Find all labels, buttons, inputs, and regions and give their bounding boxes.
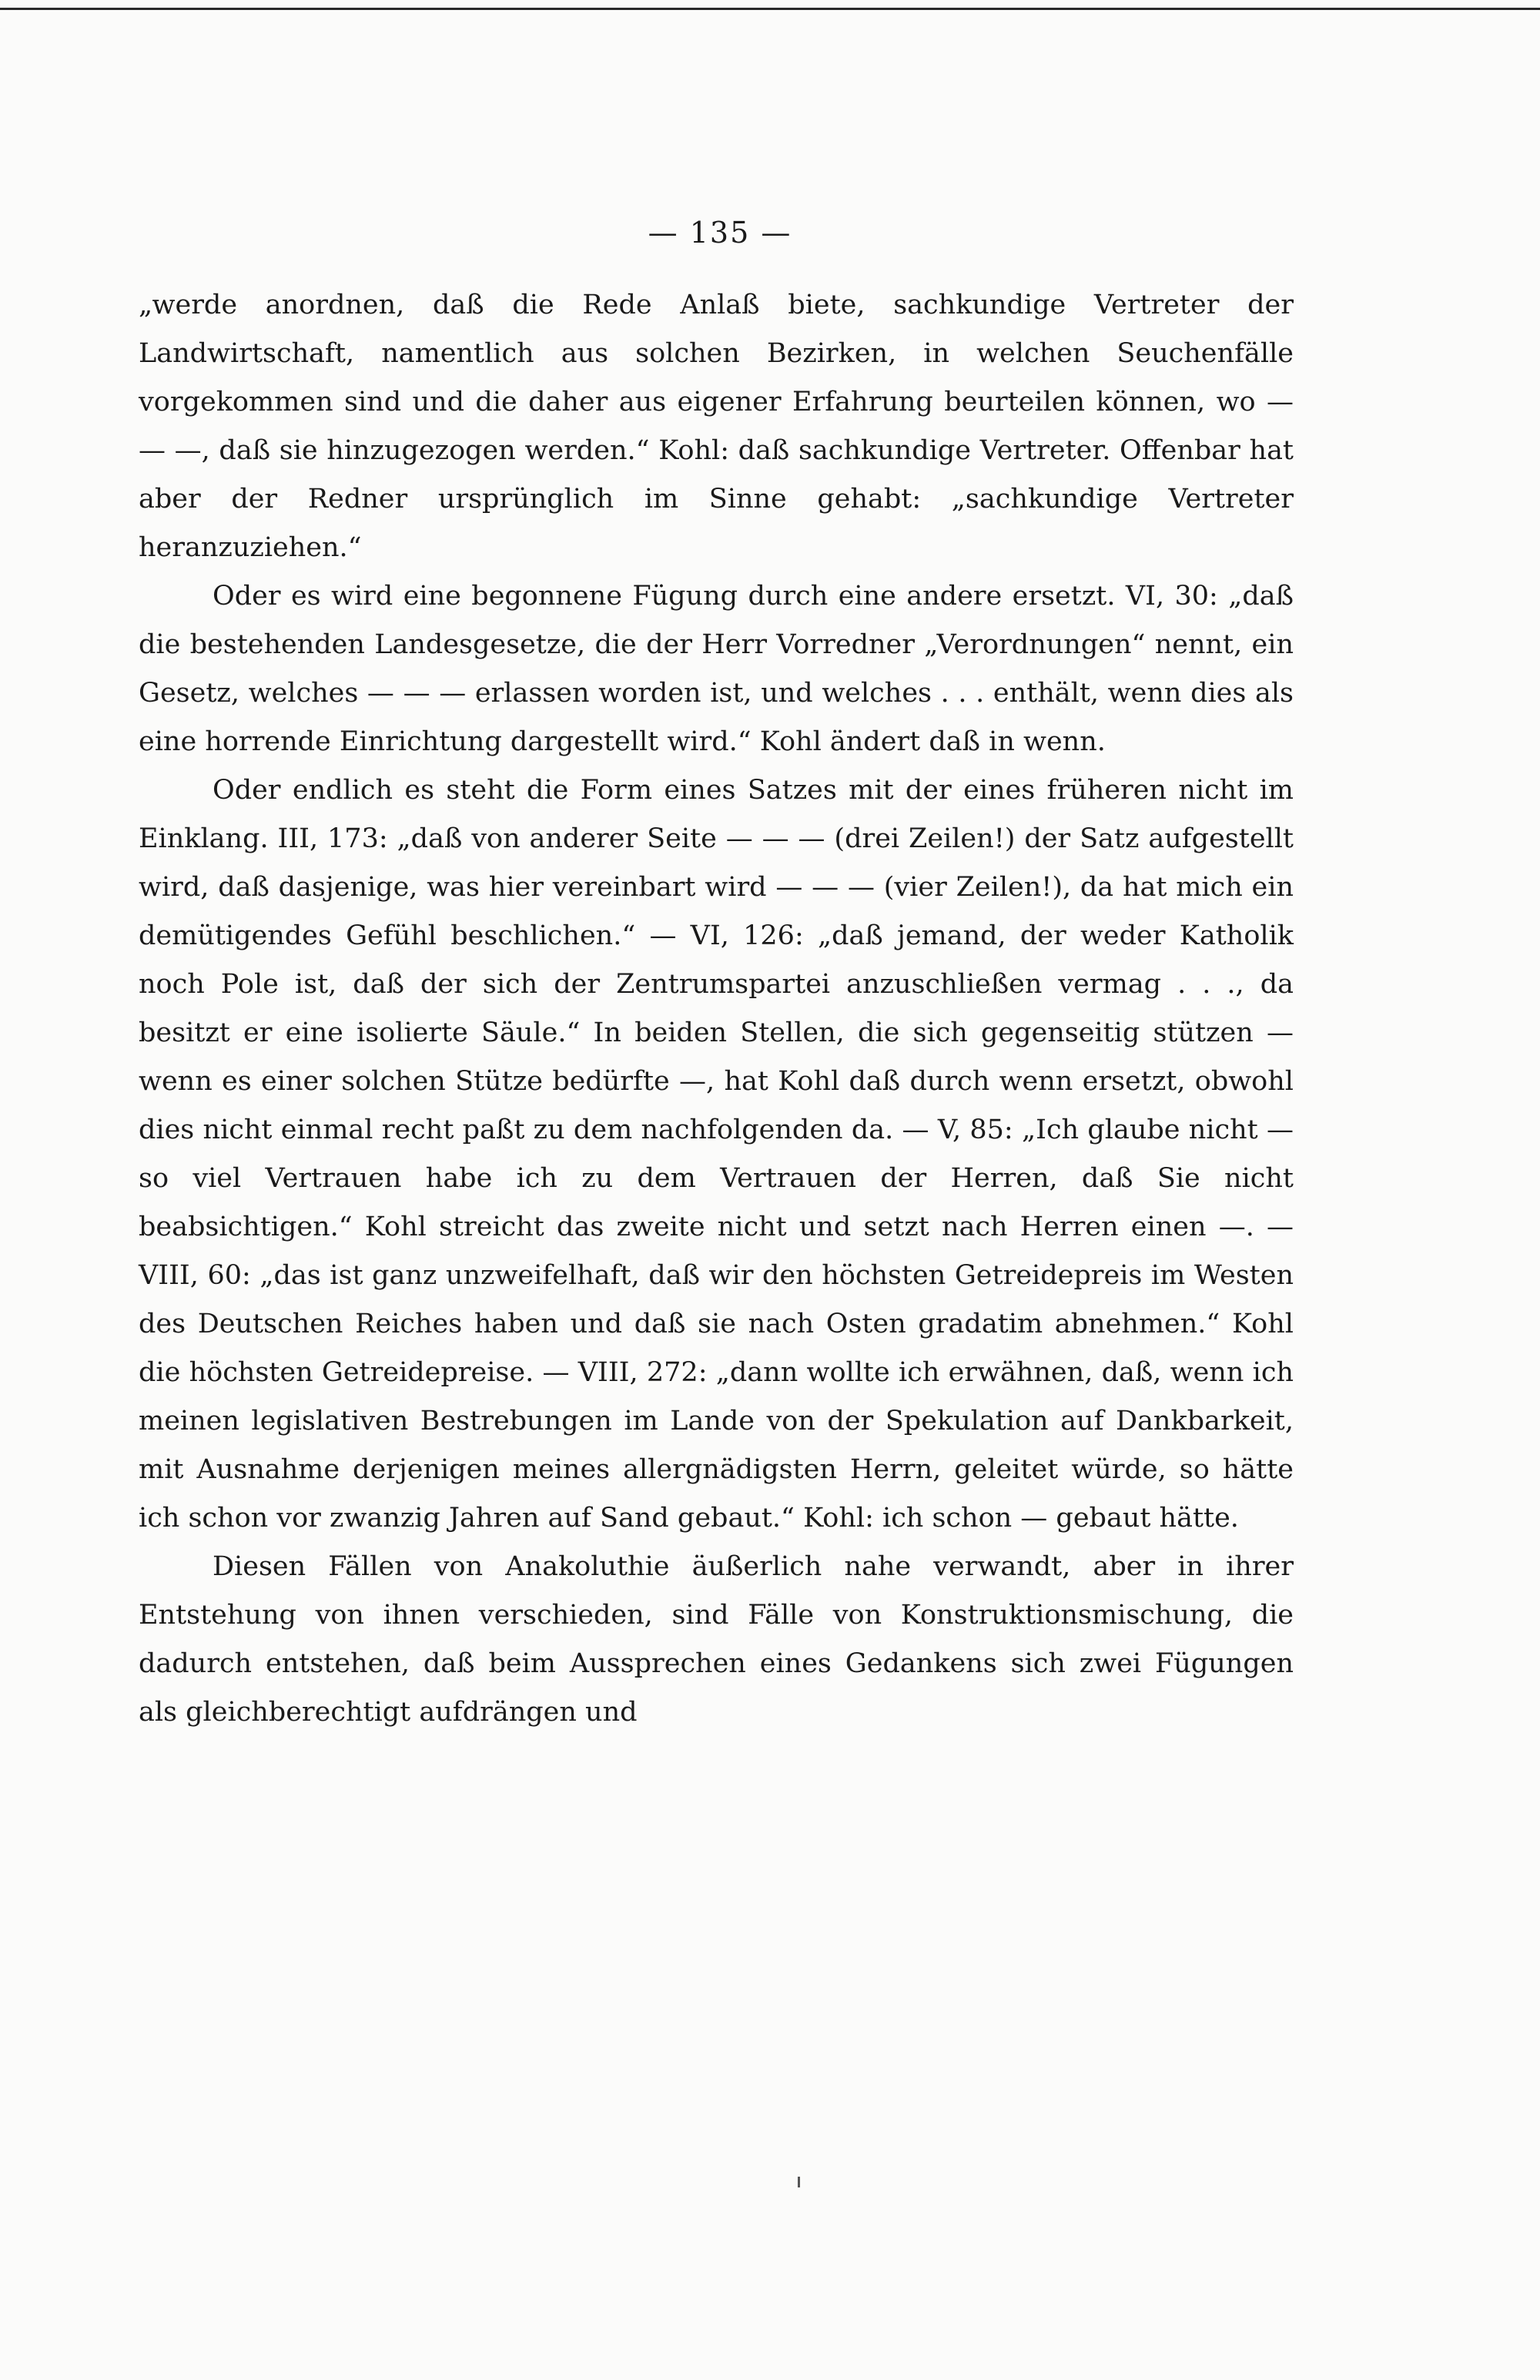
paragraph-3: Oder endlich es steht die Form eines Satzes mit der eines früheren nicht im Einklang. III, 173: „daß von anderer Seite — — — (drei Zeilen!) der Satz aufgestellt wird, daß dasjenige, was hier vereinbart wird — — — (vier Zeilen!), da hat mich ein demütigendes Gefühl beschlichen.“ — VI, 126: „daß jemand, der weder Katholik noch Pole ist, daß der sich der Zentrumspartei anzuschließen vermag . . ., da besitzt er eine isolierte Säule.“ In beiden Stellen, die sich gegenseitig stützen — wenn es einer solchen Stütze bedürfte —, hat Kohl daß durch wenn ersetzt, obwohl dies nicht einmal recht paßt zu dem nachfolgenden da. — V, 85: „Ich glaube nicht — so viel Vertrauen habe ich zu dem Vertrauen der Herren, daß Sie nicht beabsichtigen.“ Kohl streicht das zweite nicht und setzt nach Herren einen —. — VIII, 60: „das ist ganz unzweifelhaft, daß wir den höchsten Getreidepreis im Westen des Deutschen Reiches haben und daß sie nach Osten gradatim abnehmen.“ Kohl die höchsten Getreidepreise. — VIII, 272: „dann wollte ich erwähnen, daß, wenn ich meinen legislativen Bestrebungen im Lande von der Spekulation auf Dankbarkeit, mit Ausnahme derjenigen meines allergnädigsten Herrn, geleitet würde, so hätte ich schon vor zwanzig Jahren auf Sand gebaut.“ Kohl: ich schon — gebaut hätte. [139, 775, 1294, 1534]
paragraph-4: Diesen Fällen von Anakoluthie äußerlich nahe verwandt, aber in ihrer Entstehung von ihnen verschieden, sind Fälle von Konstruktionsmischung, die dadurch entstehen, daß beim Aussprechen eines Gedankens sich zwei Fügungen als gleichberechtigt aufdrängen und [139, 1551, 1294, 1728]
paragraph-1: „werde anordnen, daß die Rede Anlaß biete, sachkundige Vertreter der Landwirtschaft, namentlich aus solchen Bezirken, in welchen Seuchenfälle vorgekommen sind und die daher aus eigener Erfahrung beurteilen können, wo — — —, daß sie hinzugezogen werden.“ Kohl: daß sachkundige Vertreter. Offenbar hat aber der Redner ursprünglich im Sinne gehabt: „sachkundige Vertreter heranzuziehen.“ [139, 290, 1294, 563]
paragraph-2: Oder es wird eine begonnene Fügung durch eine andere ersetzt. VI, 30: „daß die bestehenden Landesgesetze, die der Herr Vorredner „Verordnungen“ nennt, ein Gesetz, welches — — — erlassen worden ist, und welches . . . enthält, wenn dies als eine horrende Einrichtung dargestellt wird.“ Kohl ändert daß in wenn. [139, 581, 1294, 757]
top-edge-rule [0, 8, 1540, 10]
page-number: — 135 — [648, 216, 792, 250]
body-text [139, 281, 1294, 1737]
stray-ink-mark [798, 2177, 800, 2187]
